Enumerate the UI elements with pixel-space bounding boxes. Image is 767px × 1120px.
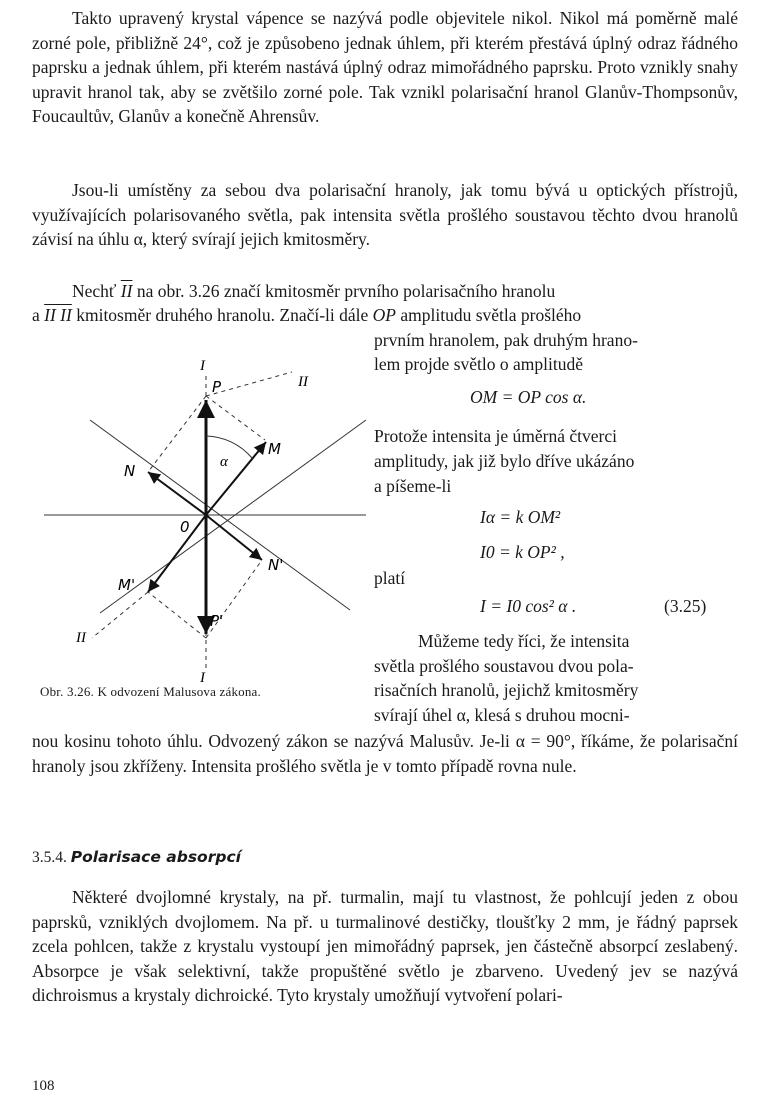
label-p-prime: P' xyxy=(210,612,224,630)
paragraph-nikol: Takto upravený krystal vápence se nazývá podle objevitele nikol. Nikol má poměrně malé zorné pole, přibližně 24°, což je způsobeno jednak úhlem, při kterém přestává úplný odraz řádného paprsku a jednak úhlem, při kterém nastává úplný odraz mimořádného paprsku. Proto vznikly snahy upravit hranol tak, aby se zvětšilo zorné pole. Tak vznikl polarisační hranol Glanův-Thompsonův, Foucaultův, Glanův a konečně Ahrensův. xyxy=(32,8,738,126)
figure-malus-diagram xyxy=(30,348,370,688)
diagonal-line xyxy=(100,420,366,613)
text-intensity-line1: Protože intensita je úměrná čtverci xyxy=(374,426,617,446)
equation-i-alpha: Iα = k OM² xyxy=(480,507,561,527)
paragraph-absorption: Některé dvojlomné krystaly, na př. turmalin, mají tu vlastnost, že pohlcují jeden z obou paprsků, vzniklých dvojlomem. Na př. u turmalinové destičky, tloušťky 2 mm, je řádný paprsek zcela pohlcen, takže z krystalu vystoupí jen mimořádný paprsek, jen částečně absorpcí zeslabený. Absorpce je však selektivní, takže propuštěné světlo je zbarveno. Uvedený jev se nazývá dichroismus a krystaly dichroické. Tyto krystaly umožňují vytvoření polari- xyxy=(32,887,738,1005)
vector-on xyxy=(148,472,206,515)
label-alpha: α xyxy=(220,454,228,470)
text-right-line1: prvním hranolem, pak druhým hrano- xyxy=(374,330,638,350)
label-m: M xyxy=(268,440,281,458)
figure-caption: Obr. 3.26. K odvození Malusova zákona. xyxy=(40,684,261,699)
label-ii-bottom: II xyxy=(76,630,86,646)
label-i-top: I xyxy=(200,358,205,374)
vector-om-prime xyxy=(148,515,206,592)
section-title: Polarisace absorpcí xyxy=(70,848,241,866)
paragraph-figure-ref-line1: Nechť $\overline{II}$ na obr. 3.26 značí kmitosměr prvního polarisačního hranolu xyxy=(72,281,556,301)
text-conclusion-line2: světla prošlého soustavou dvou pola- xyxy=(374,656,634,676)
label-p: P xyxy=(212,378,222,396)
label-n-prime: N' xyxy=(268,556,284,574)
paragraph-figure-ref-line2: a II II kmitosměr druhého hranolu. Značí-li dále OP amplitudu světla prošlého xyxy=(32,305,582,325)
vector-om xyxy=(206,442,266,515)
vector-on-prime xyxy=(206,515,262,560)
construction-pprime-mprime xyxy=(148,592,206,638)
text-intensity-line2: amplitudy, jak již bylo dříve ukázáno xyxy=(374,451,635,471)
page-number: 108 xyxy=(32,1078,55,1094)
equation-i-zero: I0 = k OP² , xyxy=(480,542,565,562)
equation-number: (3.25) xyxy=(664,596,707,616)
construction-p-m xyxy=(206,396,265,440)
text-intensity-line3: a píšeme-li xyxy=(374,476,452,496)
text-right-line2: lem projde světlo o amplitudě xyxy=(374,354,583,374)
text-plati: platí xyxy=(374,568,406,588)
construction-p-n xyxy=(148,396,206,472)
label-ii-top: II xyxy=(298,374,308,390)
text-conclusion-line3: risačních hranolů, jejichž kmitosměry xyxy=(374,680,639,700)
text-conclusion-line1: Můžeme tedy říci, že intensita xyxy=(418,631,630,651)
label-o: 0 xyxy=(180,518,190,536)
section-heading xyxy=(32,848,241,867)
figure-malus xyxy=(30,348,370,708)
label-n: N xyxy=(124,462,136,480)
paragraph-two-prisms: Jsou-li umístěny za sebou dva polarisační hranoly, jak tomu bývá u optických přístrojů, využívajících polarisovaného světla, pak intensita světla prošlého soustavou těchto dvou hranolů závisí na úhlu α, který svírají jejich kmitosměry. xyxy=(32,180,738,249)
equation-om: OM = OP cos α. xyxy=(470,387,587,407)
label-m-prime: M' xyxy=(118,576,136,594)
equation-malus: I = I0 cos² α . xyxy=(480,596,577,616)
section-number: 3.5.4. xyxy=(32,849,67,866)
paragraph-malus-law: nou kosinu tohoto úhlu. Odvozený zákon se nazývá Malusův. Je-li α = 90°, říkáme, že polarisační hranoly jsou zkříženy. Intensita prošlého světla je v tomto případě rovna nule. xyxy=(32,731,738,776)
label-i-bottom: I xyxy=(200,670,205,686)
text-conclusion-line4: svírají úhel α, klesá s druhou mocni- xyxy=(374,705,630,725)
angle-arc xyxy=(206,436,252,458)
